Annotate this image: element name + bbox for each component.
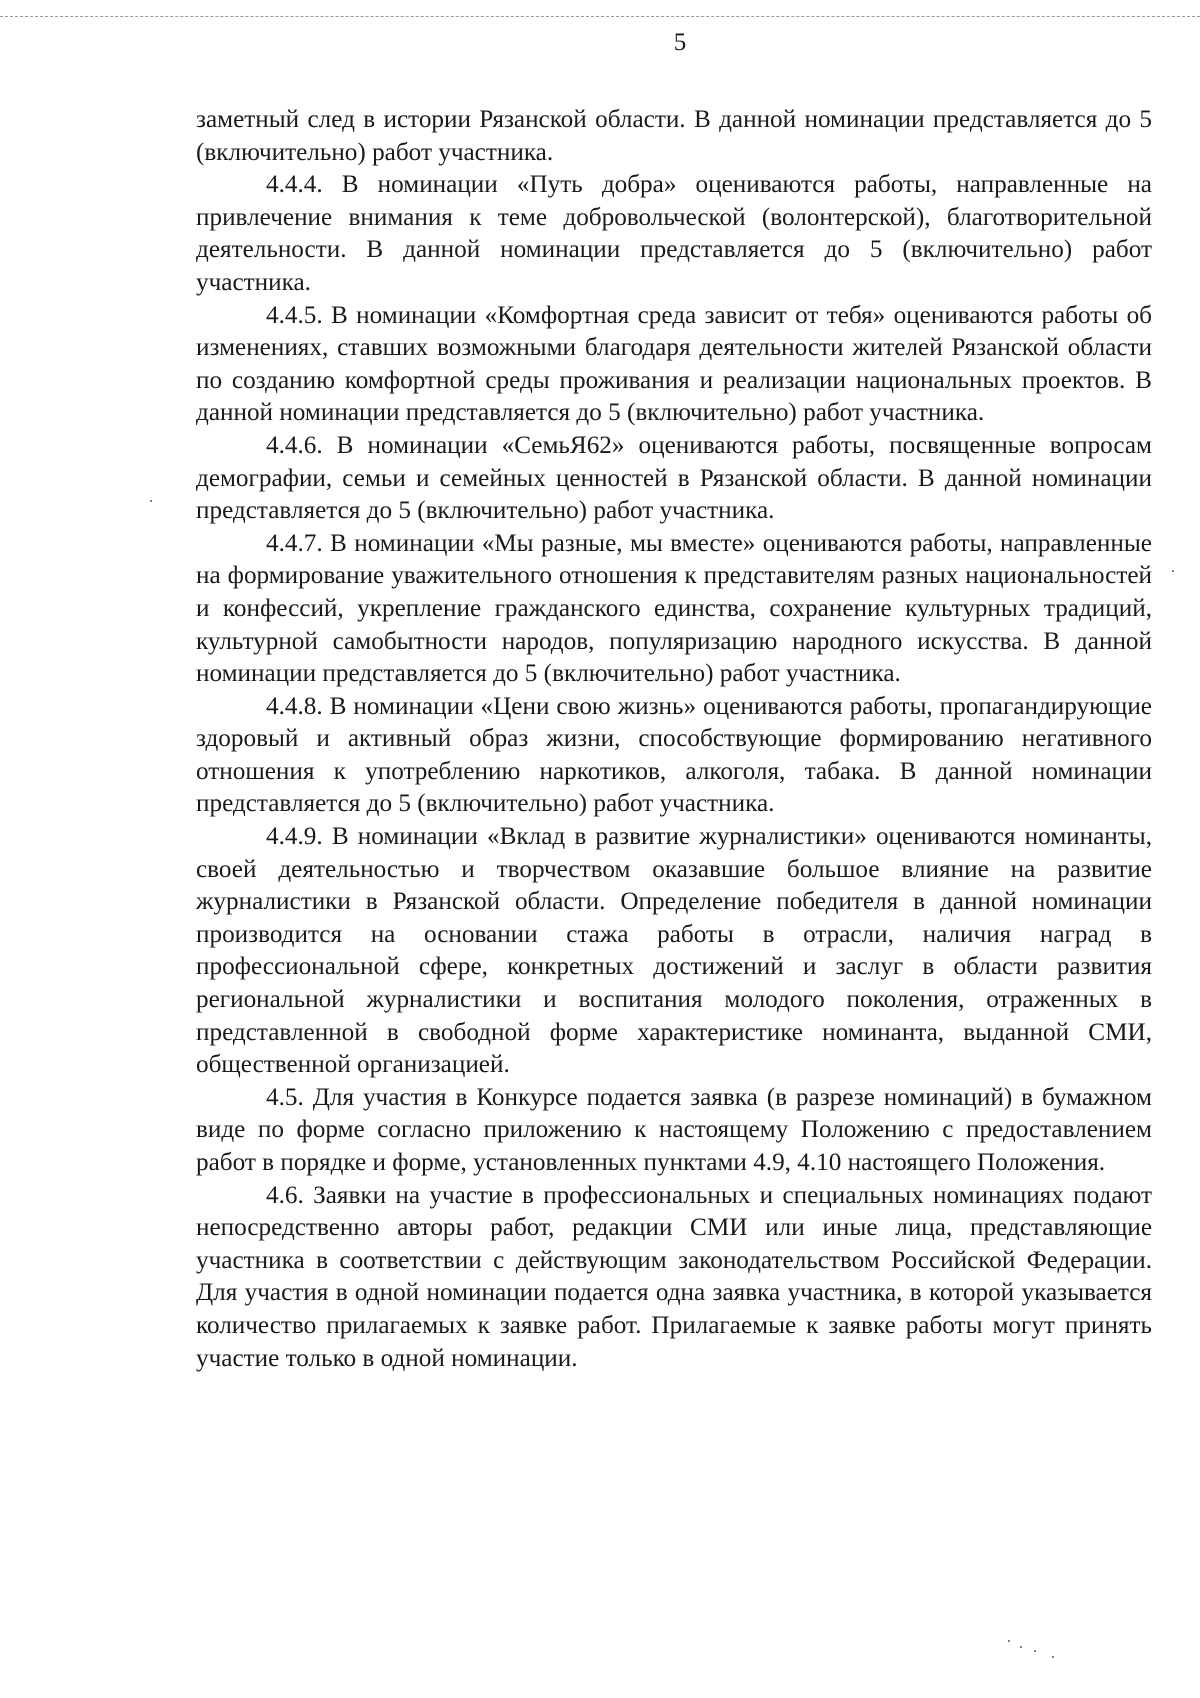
paragraph-continuation: заметный след в истории Рязанской области. В данной номинации представляется до 5 (включительно) работ участника. xyxy=(196,106,1152,166)
scan-speck xyxy=(1052,1656,1054,1658)
scan-speck xyxy=(150,500,152,502)
paragraph-4-4-7: 4.4.7. В номинации «Мы разные, мы вместе» оцениваются работы, направленные на формирование уважительного отношения к представителям разных национальностей и конфессий, укрепление гражданского единства, сохранение культурных традиций, культурной самобытности народов, популяризацию народного искусства. В данной номинации представляется до 5 (включительно) работ участника. xyxy=(196,529,1152,688)
page-number: 5 xyxy=(673,29,687,56)
paragraph-4-5: 4.5. Для участия в Конкурсе подается заявка (в разрезе номинаций) в бумажном виде по форме согласно приложению к настоящему Положению с предоставлением работ в порядке и форме, установленных пунктами 4.9, 4.10 настоящего Положения. xyxy=(196,1083,1152,1176)
scan-speck xyxy=(1034,1650,1036,1652)
paragraph-4-4-5: 4.4.5. В номинации «Комфортная среда зависит от тебя» оцениваются работы об изменениях, ставших возможными благодаря деятельности жителей Рязанской области по созданию комфортной среды проживания и реализации национальных проектов. В данной номинации представляется до 5 (включительно) работ участника. xyxy=(196,301,1152,427)
paragraph-4-4-6: 4.4.6. В номинации «СемьЯ62» оцениваются работы, посвященные вопросам демографии, семьи и семейных ценностей в Рязанской области. В данной номинации представляется до 5 (включительно) работ участника. xyxy=(196,431,1152,525)
scan-speck xyxy=(1020,1646,1022,1648)
page-top-rule xyxy=(0,16,1200,17)
scan-speck xyxy=(1008,1640,1010,1642)
paragraph-4-4-4: 4.4.4. В номинации «Путь добра» оцениваются работы, направленные на привлечение внимания к теме добровольческой (волонтерской), благотворительной деятельности. В данной номинации представляется до 5 (включительно) работ участника. xyxy=(196,171,1152,296)
paragraph-4-6: 4.6. Заявки на участие в профессиональных и специальных номинациях подают непосредственно авторы работ, редакции СМИ или иные лица, представляющие участника в соответствии с действующим законодательством Российской Федерации. Для участия в одной номинации подается одна заявка участника, в которой указывается количество прилагаемых к заявке работ. Прилагаемые к заявке работы могут принять участие только в одной номинации. xyxy=(196,1181,1152,1372)
document-body xyxy=(196,104,1152,1375)
paragraph-4-4-9: 4.4.9. В номинации «Вклад в развитие журналистики» оцениваются номинанты, своей деятельностью и творчеством оказавшие большое влияние на развитие журналистики в Рязанской области. Определение победителя в данной номинации производится на основании стажа работы в отрасли, наличия наград в профессиональной сфере, конкретных достижений и заслуг в области развития региональной журналистики и воспитания молодого поколения, отраженных в представленной в свободной форме характеристике номинанта, выданной СМИ, общественной организацией. xyxy=(196,823,1152,1079)
scan-speck xyxy=(1172,570,1174,572)
paragraph-4-4-8: 4.4.8. В номинации «Цени свою жизнь» оцениваются работы, пропагандирующие здоровый и активный образ жизни, способствующие формированию негативного отношения к употреблению наркотиков, алкоголя, табака. В данной номинации представляется до 5 (включительно) работ участника. xyxy=(196,692,1152,818)
